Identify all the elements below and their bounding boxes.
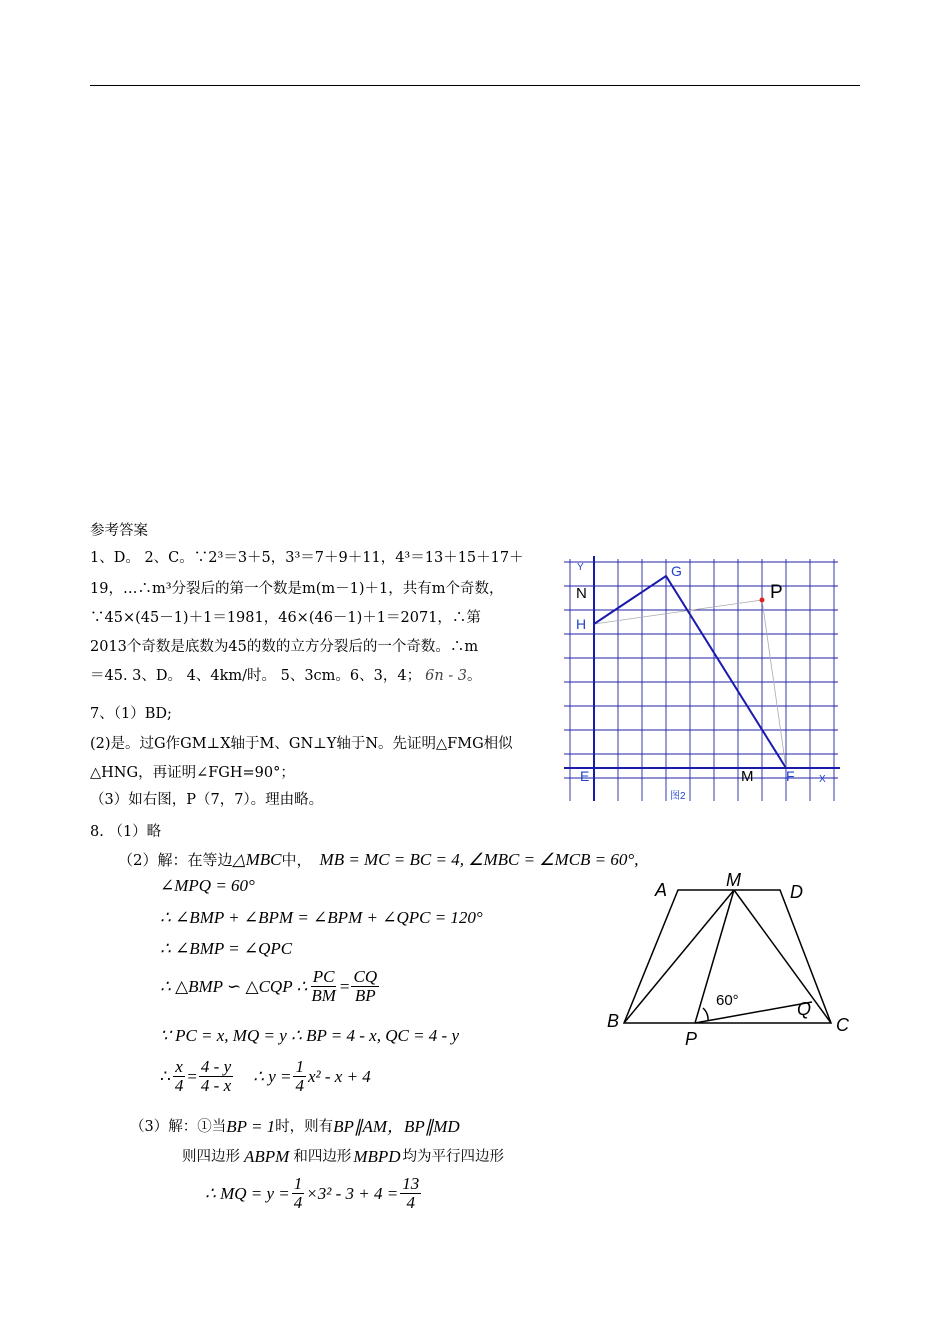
point-p — [760, 598, 765, 603]
q7-part1: 7、（1）BD; — [90, 706, 172, 722]
angle-label-60: 60° — [716, 992, 739, 1009]
frac-den: 4 — [174, 1076, 184, 1095]
equals-sign: = — [187, 1066, 197, 1086]
fraction-x-4 — [173, 1058, 186, 1095]
q8-part3-label: （3）解：①当 — [130, 1119, 227, 1135]
label-m: M — [726, 870, 741, 890]
label-e: E — [580, 768, 590, 784]
fraction-13-4 — [400, 1175, 421, 1212]
therefore-sign: ∴ — [160, 1066, 171, 1086]
q8-part3-then: 时，则有 — [275, 1119, 334, 1135]
label-p: P — [685, 1029, 698, 1049]
q8-mq-expression: ×3² - 3 + 4 = — [306, 1183, 399, 1203]
q8-part2-label: （2）解：在等边 — [118, 851, 233, 869]
frac-num: 1 — [293, 1174, 303, 1193]
q8-quad-mbpd: MBPD — [353, 1147, 401, 1166]
trapezoid-figure — [600, 868, 860, 1053]
q8-parallel-relations: BP∥AM，BP∥MD — [333, 1117, 460, 1136]
fraction-1-4 — [292, 1175, 305, 1212]
y-axis-label: Y — [577, 562, 584, 573]
q8-quad-label-2: 和四边形 — [293, 1149, 352, 1165]
q8-angle-sum: ∴ ∠BMP + ∠BPM = ∠BPM + ∠QPC = 120° — [160, 908, 483, 927]
label-d: D — [790, 882, 803, 902]
figure-caption: 图2 — [670, 791, 686, 802]
q8-angle-mpq: ∠MPQ = 60° — [160, 876, 255, 895]
q8-part3-line1 — [130, 1118, 460, 1136]
q8-quadratic-tail: x² - x + 4 — [307, 1066, 371, 1086]
q8-function-line — [160, 1058, 371, 1095]
q8-similar-line — [160, 968, 381, 1005]
q8-part3-line2 — [182, 1148, 504, 1166]
q7-part2a: (2)是。过G作GM⊥X轴于M、GN⊥Y轴于N。先证明△FMG相似 — [90, 736, 513, 752]
answer-line-2: 19，…∴m³分裂后的第一个数是m(m－1)＋1，共有m个奇数， — [90, 581, 504, 597]
fraction-4y-4x — [199, 1058, 233, 1095]
label-n: N — [576, 585, 587, 602]
q7-part2b: △HNG，再证明∠FGH=90°； — [90, 765, 295, 781]
label-b: B — [607, 1011, 620, 1031]
equals-sign: = — [339, 976, 350, 996]
frac-num: 1 — [295, 1057, 304, 1076]
q8-part2-equations: MB = MC = BC = 4, ∠MBC = ∠MCB = 60°, — [319, 850, 639, 869]
label-m: M — [741, 768, 754, 785]
frac-den: 4 — [293, 1193, 303, 1212]
helper-line-pf — [762, 600, 786, 768]
frac-den: 4 - x — [200, 1076, 232, 1095]
q7-part3: （3）如右图，P（7，7）。理由略。 — [90, 792, 324, 808]
q8-quad-label-1: 则四边形 — [182, 1149, 240, 1165]
q8-angle-equal: ∴ ∠BMP = ∠QPC — [160, 939, 293, 958]
frac-num: CQ — [353, 967, 378, 986]
answer-heading: 参考答案 — [90, 523, 148, 539]
frac-den: BP — [354, 986, 376, 1005]
frac-num: x — [175, 1057, 183, 1076]
answer-line-3: ∵45×(45－1)＋1＝1981，46×(46－1)＋1＝2071，∴第 — [90, 610, 481, 626]
answer-line-4: 2013个奇数是底数为45的数的立方分裂后的一个奇数。∴m — [90, 639, 479, 655]
q8-mq-equals: ∴ MQ = y = — [205, 1183, 290, 1203]
answer-line-1: 1、D。 2、C。∵2³＝3＋5，3³＝7＋9＋11，4³＝13＋15＋17＋ — [90, 550, 524, 566]
answer-line-5 — [90, 667, 482, 685]
frac-den: 4 — [295, 1076, 304, 1095]
answer-line-5-end: 。 — [467, 668, 482, 684]
label-p: P — [770, 582, 783, 603]
fraction-cq-bp — [351, 968, 379, 1005]
q8-y-equals: ∴ y = — [253, 1066, 292, 1086]
frac-den: BM — [311, 986, 336, 1005]
top-rule — [90, 85, 860, 86]
label-c: C — [836, 1015, 849, 1035]
frac-num: PC — [312, 967, 335, 986]
q8-bp-equals-1: BP = 1 — [226, 1117, 276, 1136]
label-q: Q — [797, 999, 812, 1019]
q8-part2-line1 — [118, 851, 638, 869]
label-a: A — [655, 880, 668, 900]
q8-part1: 8. （1）略 — [90, 824, 162, 840]
q8-triangle-mbc: △MBC — [232, 850, 282, 869]
helper-line-hp — [594, 600, 762, 624]
fraction-pc-bm — [309, 968, 338, 1005]
x-axis-label: X — [819, 774, 826, 785]
label-h: H — [576, 616, 587, 632]
q8-variables-line: ∵ PC = x, MQ = y ∴ BP = 4 - x, QC = 4 - y — [160, 1026, 460, 1045]
frac-den: 4 — [406, 1193, 415, 1212]
grid-figure — [560, 556, 842, 806]
grid-lines — [564, 559, 838, 801]
fraction-1-4 — [293, 1058, 306, 1095]
q8-part3-line3 — [205, 1175, 423, 1212]
q8-similar-text: ∴ △BMP ∽ △CQP ∴ — [160, 976, 308, 996]
label-g: G — [671, 563, 682, 579]
q8-quad-conclusion: 均为平行四边形 — [402, 1149, 505, 1165]
label-f: F — [786, 768, 795, 784]
expr-6n-3: 6n - 3 — [425, 668, 468, 684]
q8-part2-mid: 中， — [281, 851, 312, 869]
answer-line-5-text: ＝45. 3、D。 4、4km/时。 5、3cm。6、3，4； — [90, 668, 422, 684]
frac-num: 4 - y — [200, 1057, 232, 1076]
frac-num: 13 — [402, 1174, 420, 1193]
q8-quad-abpm: ABPM — [244, 1147, 290, 1166]
